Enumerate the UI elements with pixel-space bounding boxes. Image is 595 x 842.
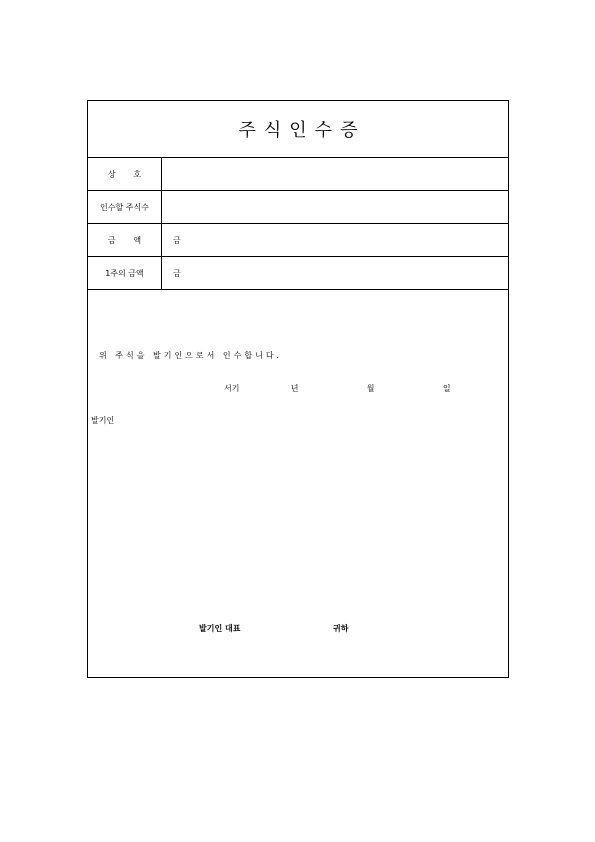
row-share-count	[88, 191, 508, 224]
representative-label: 발기인 대표	[199, 624, 241, 633]
label-per-share-amount: 1주의 금액	[88, 257, 162, 289]
row-per-share-amount	[88, 257, 508, 290]
label-share-count: 인수할 주식수	[88, 191, 162, 223]
statement-text: 위 주식을 발기인으로서 인수합니다.	[99, 351, 283, 360]
date-line: 서기 년 월 일	[224, 384, 451, 393]
document-title: 주식인수증	[88, 101, 508, 158]
addressee-label: 귀하	[333, 624, 349, 633]
certificate-body	[88, 290, 508, 678]
value-per-share-amount: 금	[173, 268, 181, 278]
label-amount: 금 액	[88, 224, 162, 256]
value-share-count	[162, 191, 508, 223]
label-trade-name: 상 호	[88, 158, 162, 190]
issuer-label: 발기인	[91, 416, 115, 425]
value-trade-name	[162, 158, 508, 190]
certificate-form	[87, 100, 509, 678]
value-amount: 금	[173, 235, 181, 245]
row-trade-name	[88, 158, 508, 191]
row-amount	[88, 224, 508, 257]
